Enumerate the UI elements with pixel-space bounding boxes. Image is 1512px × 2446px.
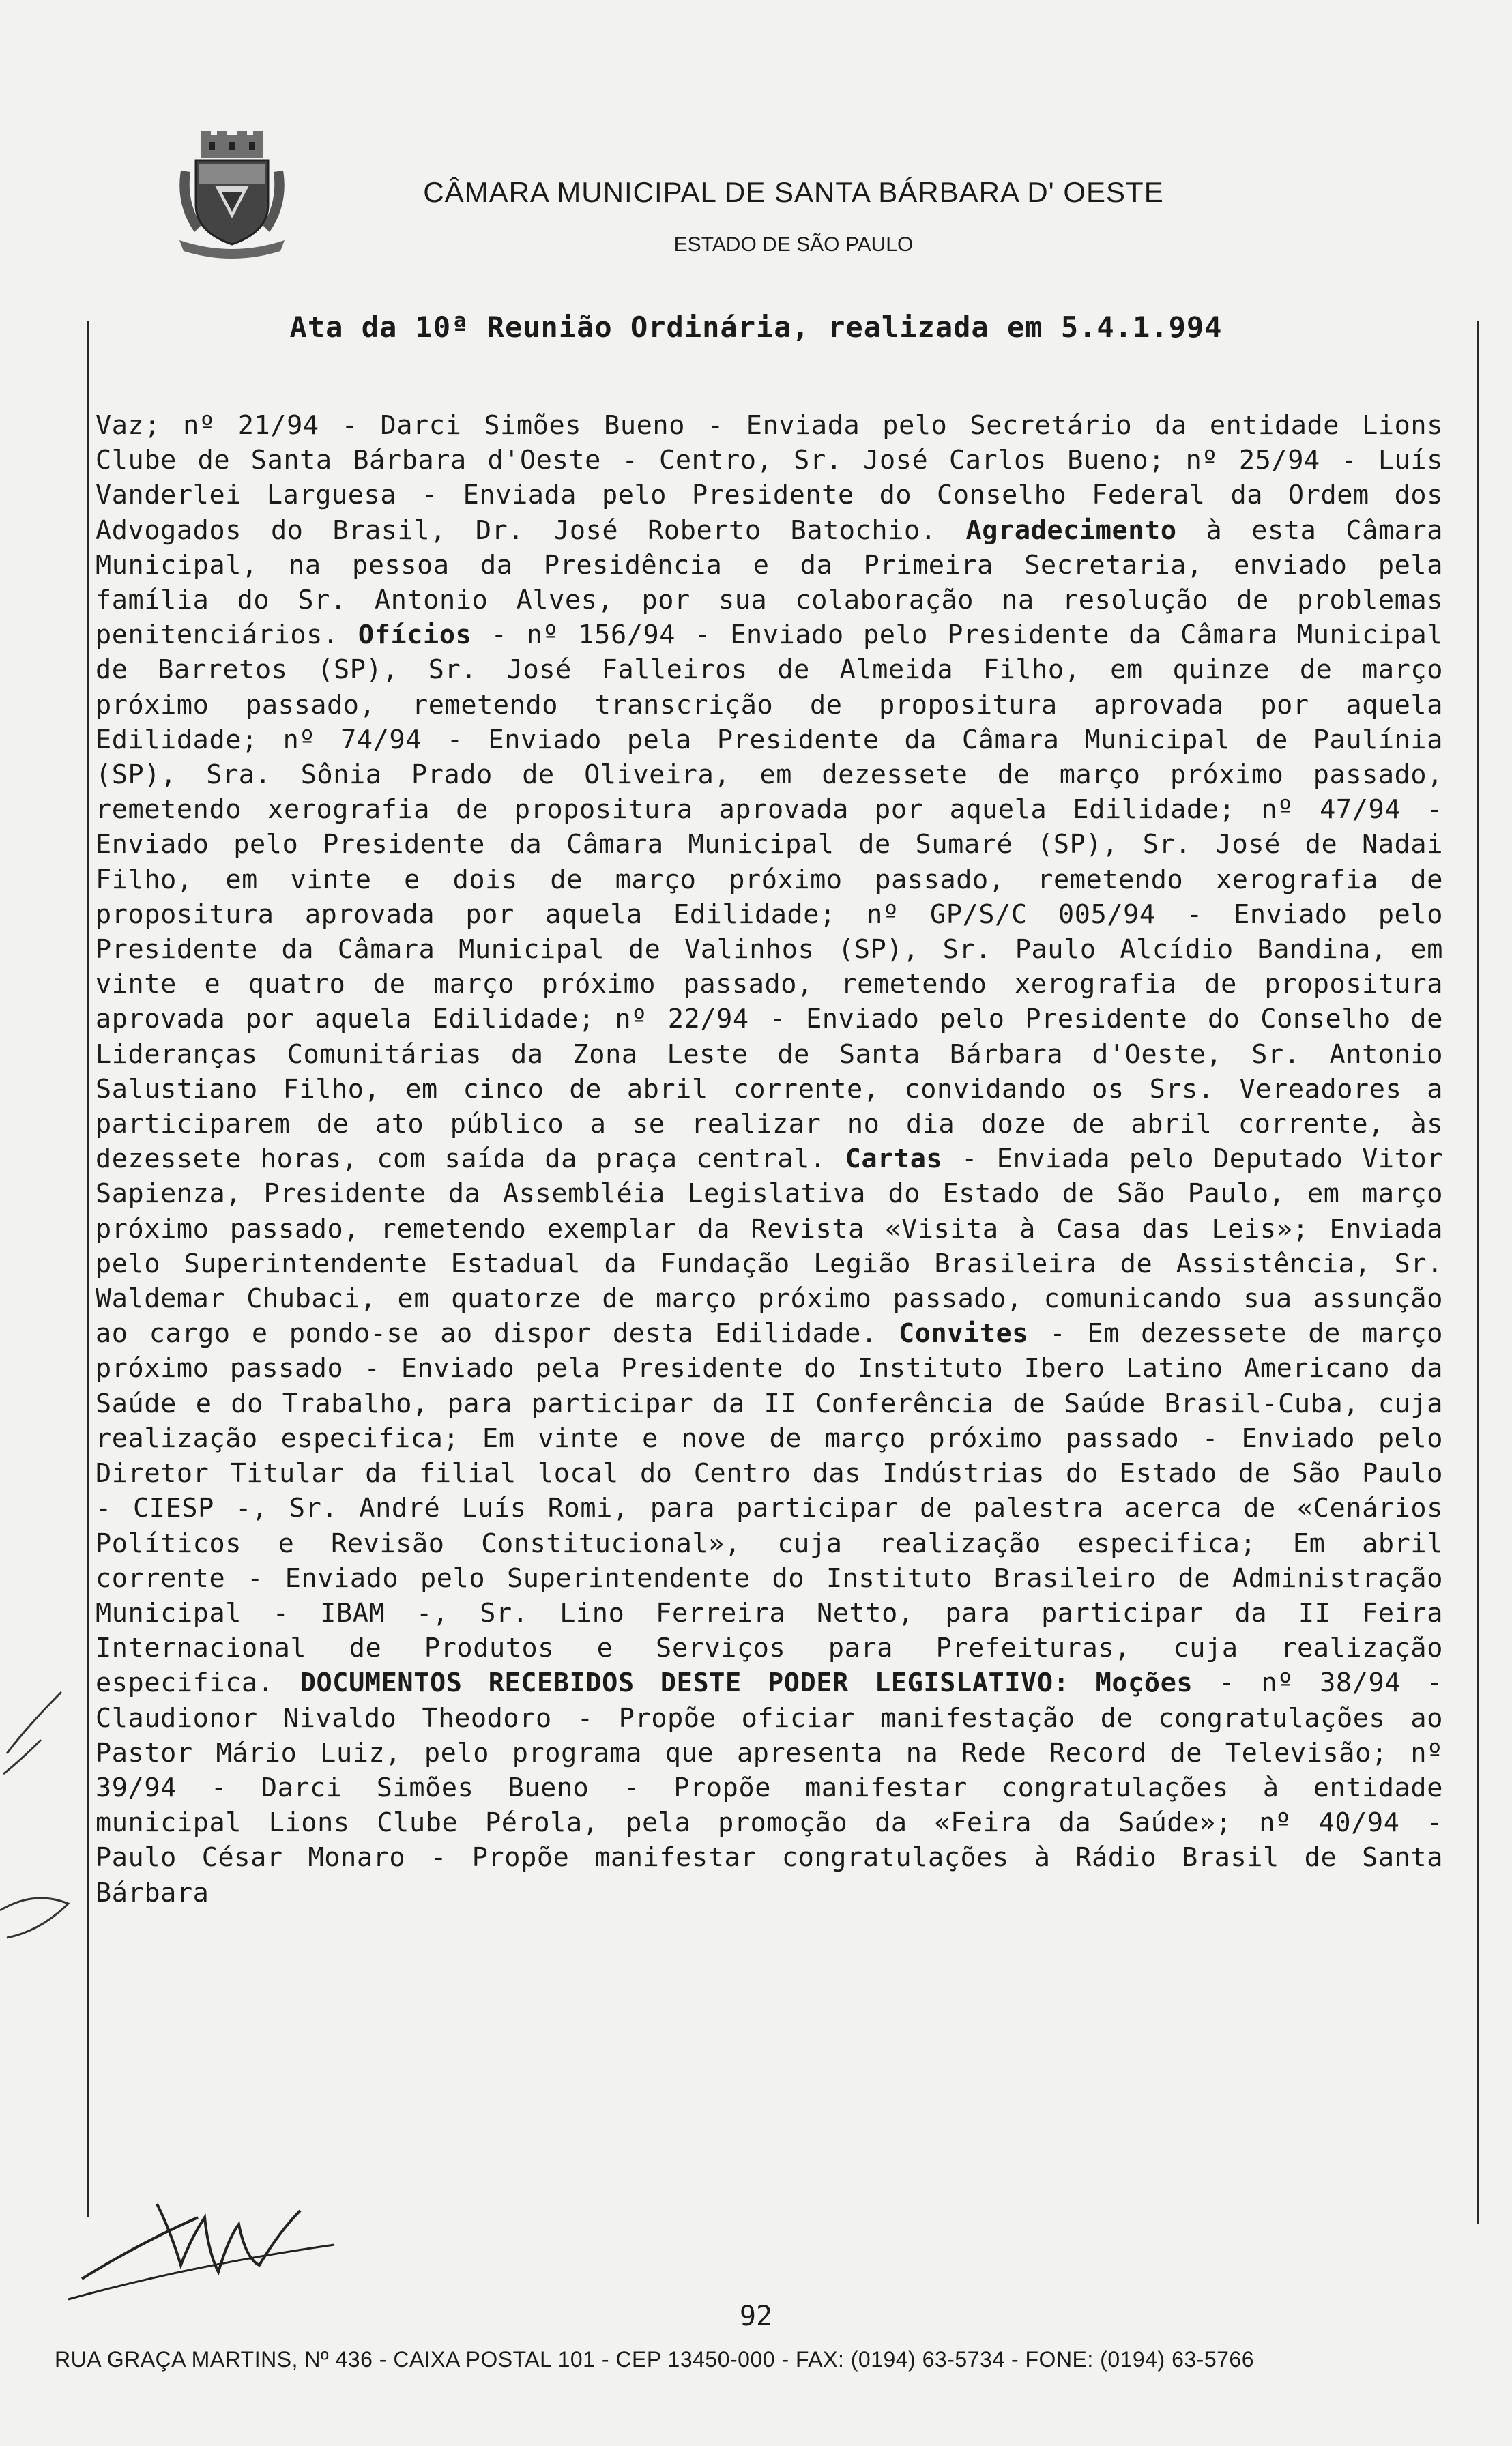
minutes-text-segment: à esta Câmara Municipal, na pessoa da Presidência e da Primeira Secretaria, enviado pela família do Sr. Antonio Alves, por sua colaboração na resolução de problemas penitenciários. [96, 514, 1443, 651]
minutes-text-segment: - nº 156/94 - Enviado pelo Presidente da Câmara Municipal de Barretos (SP), Sr. José Falleiros de Almeida Filho, em quinze de março próximo passado, remetendo transcrição de propositura aprovada por aquela Edilidade; nº 74/94 - Enviado pela Presidente da Câmara Municipal de Paulínia (SP), Sra. Sônia Prado de Oliveira, em dezessete de março próximo passado, remetendo xerografia de propositura aprovada por aquela Edilidade; nº 47/94 - Enviado pelo Presidente da Câmara Municipal de Sumaré (SP), Sr. José de Nadai Filho, em vinte e dois de março próximo passado, remetendo xerografia de propositura aprovada por aquela Edilidade; nº GP/S/C 005/94 - Enviado pelo Presidente da Câmara Municipal de Valinhos (SP), Sr. Paulo Alcídio Bandina, em vinte e quatro de março próximo passado, remetendo xerografia de propositura aprovada por aquela Edilidade; nº 22/94 - Enviado pelo Presidente do Conselho de Lideranças Comunitárias da Zona Leste de Santa Bárbara d'Oeste, Sr. Antonio Salustiano Filho, em cinco de abril corrente, convidando os Srs. Vereadores a participarem de ato público a se realizar no dia doze de abril corrente, às dezessete horas, com saída da praça central. [96, 620, 1443, 1175]
minutes-text-segment: - nº 38/94 - Claudionor Nivaldo Theodoro - Propõe oficiar manifestação de congratulações ao Pastor Mário Luiz, pelo programa que apresenta na Rede Record de Televisão; nº 39/94 - Darci Simões Bueno - Propõe manifestar congratulações à entidade municipal Lions Clube Pérola, pela promoção da «Feira da Saúde»; nº 40/94 - Paulo César Monaro - Propõe manifestar congratulações à Rádio Brasil de Santa Bárbara [96, 1668, 1443, 1908]
right-margin-rule [1477, 321, 1479, 2224]
section-heading-oficios: Ofícios [358, 620, 472, 651]
minutes-text-segment: Vaz; nº 21/94 - Darci Simões Bueno - Enviada pelo Secretário da entidade Lions Clube de Santa Bárbara d'Oeste - Centro, Sr. José Carlos Bueno; nº 25/94 - Luís Vanderlei Larguesa - Enviada pelo Presidente do Conselho Federal da Ordem dos Advogados do Brasil, Dr. José Roberto Batochio. [96, 410, 1443, 546]
organization-state: ESTADO DE SÃO PAULO [673, 233, 914, 256]
minutes-body [96, 408, 1443, 1910]
page-number: 92 [739, 2301, 773, 2332]
minutes-text-segment: - Enviada pelo Deputado Vitor Sapienza, Presidente da Assembléia Legislativa do Estado de São Paulo, em março próximo passado, remetendo exemplar da Revista «Visita à Casa das Leis»; Enviada pelo Superintendente Estadual da Fundação Legião Brasileira de Assistência, Sr. Waldemar Chubaci, em quatorze de março próximo passado, comunicando sua assunção ao cargo e pondo-se ao dispor desta Edilidade. [96, 1144, 1443, 1350]
organization-name: CÂMARA MUNICIPAL DE SANTA BÁRBARA D' OESTE [423, 176, 1164, 208]
margin-scribble [0, 1685, 82, 1958]
section-heading-convites: Convites [898, 1318, 1029, 1350]
minutes-text-segment: - Em dezessete de março próximo passado - Enviado pela Presidente do Instituto Ibero Latino Americano da Saúde e do Trabalho, para participar da II Conferência de Saúde Brasil-Cuba, cuja realização especifica; Em vinte e nove de março próximo passado - Enviado pelo Diretor Titular da filial local do Centro das Indústrias do Estado de São Paulo - CIESP -, Sr. André Luís Romi, para participar de palestra acerca de «Cenários Políticos e Revisão Constitucional», cuja realização especifica; Em abril corrente - Enviado pelo Superintendente do Instituto Brasileiro de Administração Municipal - IBAM -, Sr. Lino Ferreira Netto, para participar da II Feira Internacional de Produtos e Serviços para Prefeituras, cuja realização especifica. [96, 1318, 1443, 1699]
section-heading-cartas: Cartas [845, 1144, 943, 1175]
document-title: Ata da 10ª Reunião Ordinária, realizada em 5.4.1.994 [289, 310, 1223, 344]
footer-address: RUA GRAÇA MARTINS, Nº 436 - CAIXA POSTAL 101 - CEP 13450-000 - FAX: (0194) 63-5734 - FONE: (0194) 63-5766 [55, 2347, 1254, 2372]
section-heading-documentos-recebidos: DOCUMENTOS RECEBIDOS DESTE PODER LEGISLATIVO: Moções [300, 1668, 1193, 1699]
left-margin-rule [87, 321, 89, 2217]
section-heading-agradecimento: Agradecimento [965, 514, 1177, 546]
handwritten-signature [55, 2163, 341, 2320]
